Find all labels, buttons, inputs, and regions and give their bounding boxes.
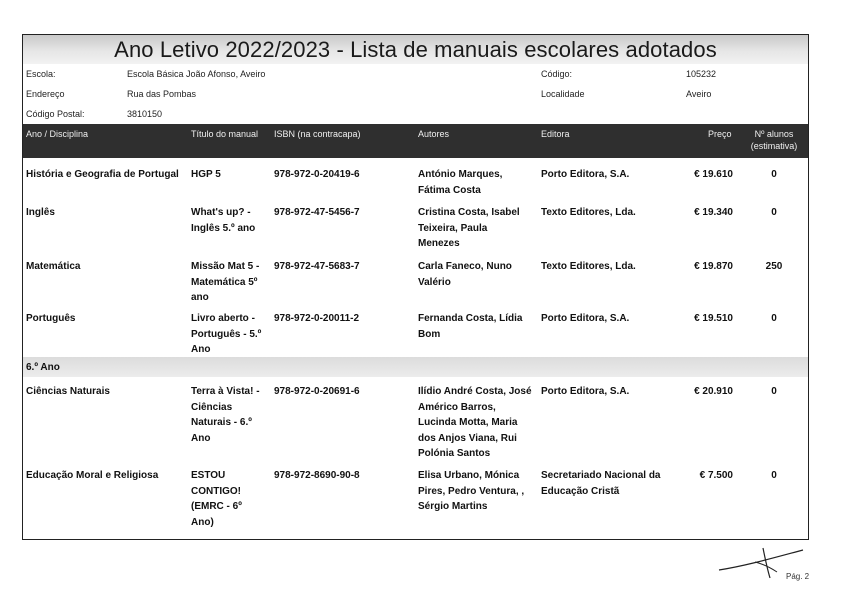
page-title: Ano Letivo 2022/2023 - Lista de manuais escolares adotados [114,37,717,62]
disciplina: Português [26,313,76,324]
autores-line: Carla Faneco, Nuno [418,261,512,272]
codigo-postal-label: Código Postal: [26,109,85,119]
titulo-line: ano [191,292,209,303]
titulo-line: ESTOU [191,470,226,481]
editora: Porto Editora, S.A. [541,386,630,397]
isbn: 978-972-8690-90-8 [274,470,360,481]
titulo-line: (EMRC - 6º [191,501,242,512]
autores-line: Fernanda Costa, Lídia [418,313,523,324]
editora: Porto Editora, S.A. [541,169,630,180]
isbn: 978-972-0-20691-6 [274,386,360,397]
disciplina: História e Geografia de Portugal [26,169,179,180]
titulo-line: Ano [191,344,211,355]
autores-line: Menezes [418,238,460,249]
endereco-label: Endereço [26,89,65,99]
endereco-value: Rua das Pombas [127,89,197,99]
autores-line: Polónia Santos [418,448,491,459]
section-band [23,357,808,377]
col-ano-disciplina: Ano / Disciplina [26,129,89,139]
isbn: 978-972-0-20419-6 [274,169,360,180]
alunos: 0 [771,169,777,180]
alunos: 0 [771,386,777,397]
localidade-label: Localidade [541,89,585,99]
titulo-line: What's up? - [191,207,251,218]
titulo-line: Terra à Vista! - [191,386,260,397]
disciplina: Ciências Naturais [26,386,110,397]
titulo-line: Missão Mat 5 - [191,261,260,272]
titulo-line: Ano [191,432,211,444]
titulo-line: Livro aberto - [191,313,255,324]
titulo-line: Ano) [191,516,214,528]
col-alunos-note: (estimativa) [750,141,798,151]
col-isbn: ISBN (na contracapa) [274,129,361,139]
titulo-line: HGP 5 [191,169,221,180]
preco: € 19.870 [694,261,733,272]
isbn: 978-972-47-5456-7 [274,207,360,218]
isbn: 978-972-47-5683-7 [274,261,360,272]
editora-line: Secretariado Nacional da [541,470,661,481]
alunos: 0 [771,470,777,481]
titulo-line: CONTIGO! [191,485,241,497]
editora-line: Educação Cristã [541,485,620,497]
autores-line: Américo Barros, [418,401,496,413]
autores-line: Teixeira, Paula [418,222,488,234]
codigo-value: 105232 [686,69,717,79]
editora: Porto Editora, S.A. [541,313,630,324]
preco: € 20.910 [694,386,733,397]
manuals-list-sheet [22,34,809,540]
title-band [23,35,808,64]
preco: € 19.340 [694,207,733,218]
titulo-line: Naturais - 6.º [191,417,252,428]
disciplina: Matemática [26,261,81,272]
alunos: 250 [765,261,783,272]
col-titulo: Título do manual [191,129,259,139]
autores-line: Valério [418,276,451,288]
autores-line: Bom [418,328,441,340]
page-number: Pág. 2 [786,572,810,581]
titulo-line: Português - 5.º [191,328,262,340]
editora: Texto Editores, Lda. [541,261,636,272]
alunos: 0 [771,313,777,324]
codigo-label: Código: [541,69,573,79]
disciplina: Inglês [26,207,55,218]
autores-line: Fátima Costa [418,184,481,196]
titulo-line: Inglês 5.º ano [191,222,256,234]
escola-value: Escola Básica João Afonso, Aveiro [127,69,266,79]
autores-line: Cristina Costa, Isabel [418,207,520,218]
col-autores: Autores [418,129,450,139]
section-heading: 6.º Ano [26,362,60,373]
col-editora: Editora [541,129,570,139]
col-alunos: Nº alunos [754,129,794,139]
autores-line: António Marques, [418,169,503,180]
alunos: 0 [771,207,777,218]
localidade-value: Aveiro [686,89,712,99]
autores-line: dos Anjos Viana, Rui [418,432,517,444]
autores-line: Ilídio André Costa, José [418,386,532,397]
editora: Texto Editores, Lda. [541,207,636,218]
codigo-postal-value: 3810150 [127,109,163,119]
autores-line: Sérgio Martins [418,501,488,512]
isbn: 978-972-0-20011-2 [274,313,360,324]
autores-line: Pires, Pedro Ventura, , [418,485,525,497]
preco: € 19.610 [694,169,733,180]
escola-label: Escola: [26,69,56,79]
preco: € 7.500 [699,470,733,481]
disciplina: Educação Moral e Religiosa [26,470,159,481]
titulo-line: Matemática 5º [191,276,258,288]
col-preco: Preço [708,129,732,139]
autores-line: Lucinda Motta, Maria [418,417,518,428]
autores-line: Elisa Urbano, Mónica [418,470,520,481]
titulo-line: Ciências [191,401,233,413]
table-header [23,124,808,158]
preco: € 19.510 [694,313,733,324]
